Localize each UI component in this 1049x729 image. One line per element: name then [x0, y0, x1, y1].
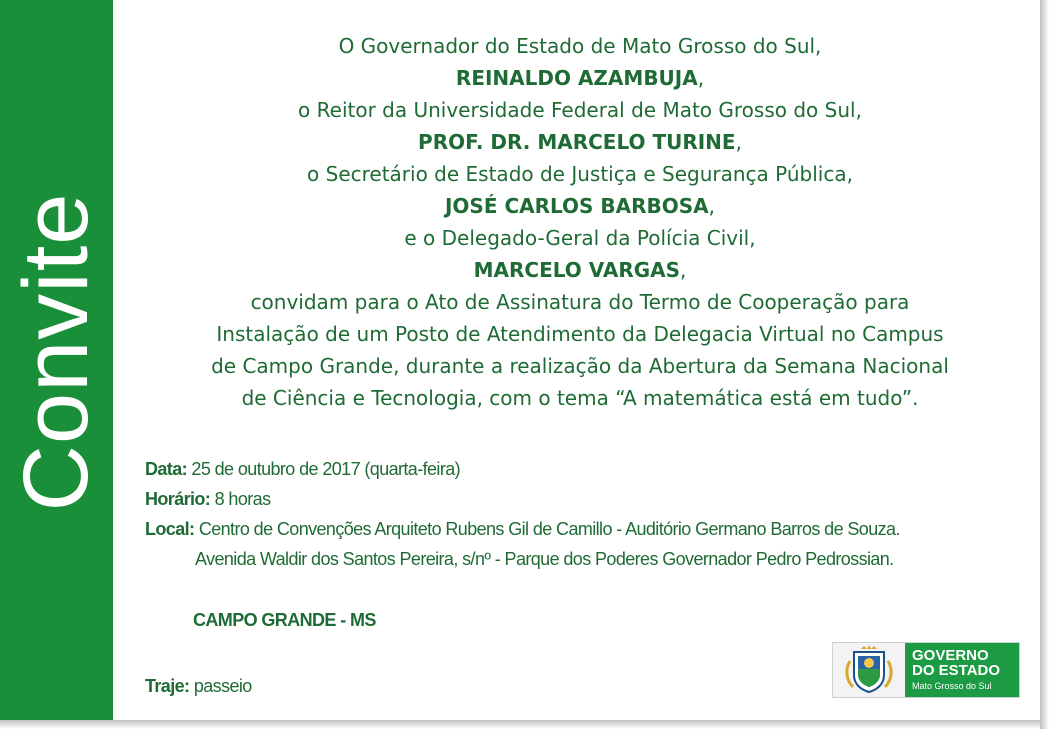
governor-title-line: O Governador do Estado de Mato Grosso do Sul, — [338, 34, 822, 58]
rector-name-line — [130, 126, 1030, 158]
address-value: Avenida Waldir dos Santos Pereira, s/nº - Parque dos Poderes Governador Pedro Pedrossian. — [195, 549, 894, 569]
police-chief-title-line: e o Delegado-Geral da Polícia Civil, — [404, 226, 756, 250]
date-value: 25 de outubro de 2017 (quarta-feira) — [191, 459, 461, 479]
dress-code-label: Traje: — [145, 676, 190, 696]
date-row — [145, 454, 905, 484]
dress-code-value: passeio — [193, 676, 252, 696]
police-chief-name-line — [130, 254, 1030, 286]
bottom-shadow — [0, 720, 1040, 729]
event-description-line-1: convidam para o Ato de Assinatura do Termo de Cooperação para — [250, 290, 910, 314]
governor-name-line — [130, 62, 1030, 94]
police-chief-name: MARCELO VARGAS — [473, 258, 681, 282]
invitation-body-text — [130, 30, 1030, 414]
state-government-logo — [832, 642, 1020, 698]
secretary-title-line: o Secretário de Estado de Justiça e Segurança Pública, — [307, 162, 853, 186]
event-description-line-3: de Campo Grande, durante a realização da Abertura da Semana Nacional — [211, 354, 949, 378]
logo-state-text: DO ESTADO — [912, 662, 1001, 679]
date-label: Data: — [145, 459, 188, 479]
comma: , — [708, 194, 716, 218]
location-value: Centro de Convenções Arquiteto Rubens Gil de Camillo - Auditório Germano Barros de Souza. — [198, 519, 900, 539]
comma: , — [680, 258, 687, 282]
rector-name: PROF. DR. MARCELO TURINE — [418, 130, 736, 154]
comma: , — [697, 66, 705, 90]
time-label: Horário: — [145, 489, 211, 509]
location-label: Local: — [145, 519, 195, 539]
state-coat-of-arms-icon — [833, 643, 905, 697]
secretary-name: JOSÉ CARLOS BARBOSA — [444, 194, 709, 218]
logo-government-text: GOVERNO — [912, 647, 989, 664]
address-row — [145, 544, 905, 574]
rector-title-line: o Reitor da Universidade Federal de Mato Grosso do Sul, — [298, 98, 862, 122]
secretary-name-line — [130, 190, 1030, 222]
invitation-vertical-title: Convite — [5, 192, 107, 512]
location-row — [145, 514, 905, 544]
event-description-line-2: Instalação de um Posto de Atendimento da Delegacia Virtual no Campus — [216, 322, 944, 346]
time-row — [145, 484, 905, 514]
logo-state-name: Mato Grosso do Sul — [912, 681, 992, 691]
event-details — [145, 454, 905, 574]
city-state: CAMPO GRANDE - MS — [193, 610, 376, 630]
right-shadow — [1040, 0, 1049, 729]
state-government-text-block — [905, 643, 1019, 697]
time-value: 8 horas — [214, 489, 271, 509]
event-description-line-4: de Ciência e Tecnologia, com o tema “A matemática está em tudo”. — [241, 386, 919, 410]
comma: , — [735, 130, 742, 154]
dress-code-row — [145, 676, 252, 697]
governor-name: REINALDO AZAMBUJA — [455, 66, 698, 90]
